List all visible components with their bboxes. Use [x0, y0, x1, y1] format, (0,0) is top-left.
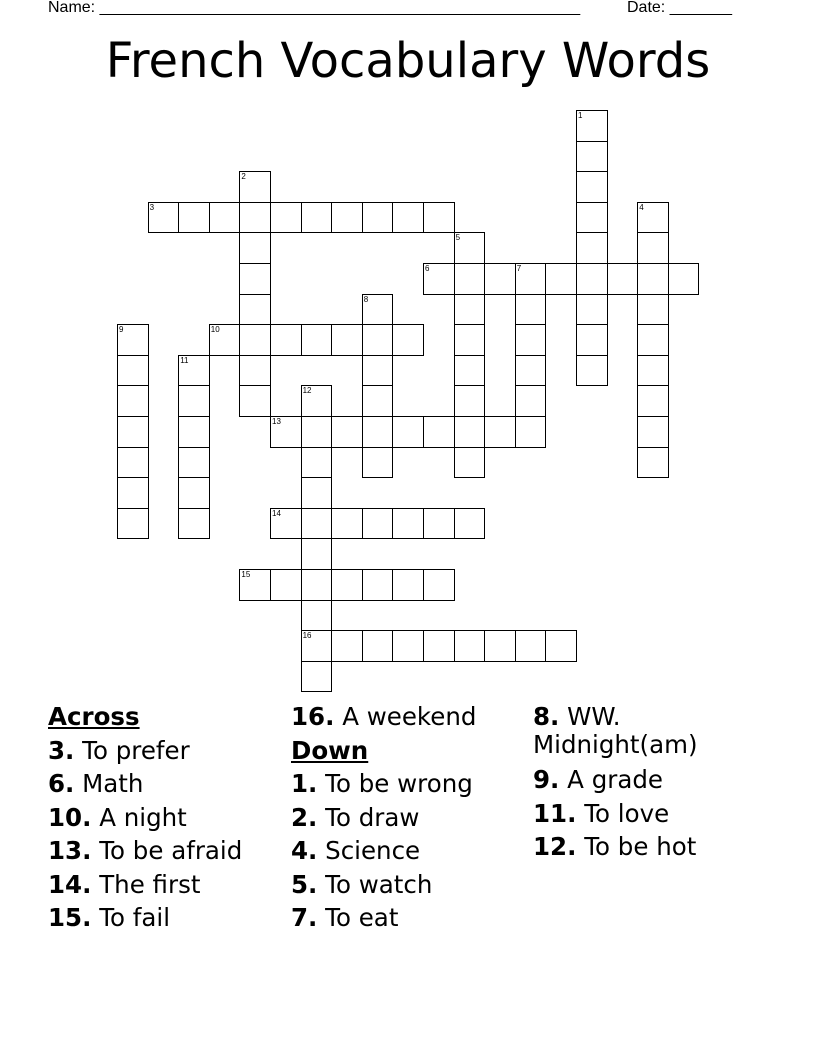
clue-number: 5	[455, 233, 461, 243]
grid-cell[interactable]	[270, 202, 302, 234]
grid-cell[interactable]	[515, 324, 547, 356]
grid-cell[interactable]	[515, 385, 547, 417]
grid-cell[interactable]	[301, 630, 333, 662]
clue-number: 12	[302, 386, 312, 396]
clue-down-4: 4. Science	[291, 836, 421, 865]
grid-cell[interactable]	[607, 263, 639, 295]
clues-column-3	[533, 700, 773, 864]
grid-cell[interactable]	[331, 508, 363, 540]
grid-cell[interactable]	[454, 232, 486, 264]
clue-number: 4	[639, 202, 644, 212]
grid-cell[interactable]	[209, 324, 241, 356]
clue-across-10: 10. A night	[48, 802, 187, 832]
grid-cell[interactable]	[178, 447, 210, 479]
grid-cell[interactable]	[362, 447, 394, 479]
grid-cell[interactable]	[239, 385, 271, 417]
grid-cell[interactable]	[637, 232, 669, 264]
grid-cell[interactable]	[362, 294, 394, 326]
grid-cell[interactable]	[423, 416, 455, 448]
grid-cell[interactable]	[454, 416, 486, 448]
grid-cell[interactable]	[576, 171, 608, 203]
grid-cell[interactable]	[637, 263, 669, 295]
grid-cell[interactable]	[239, 294, 271, 326]
clue-number: 10	[210, 325, 220, 335]
date-line: _______	[669, 0, 732, 16]
grid-cell[interactable]	[331, 569, 363, 601]
grid-cell[interactable]	[576, 355, 608, 387]
grid-cell[interactable]	[239, 263, 271, 295]
grid-cell[interactable]	[301, 508, 333, 540]
grid-cell[interactable]	[454, 508, 486, 540]
grid-cell[interactable]	[117, 385, 149, 417]
down-heading: Down	[291, 735, 369, 765]
grid-cell[interactable]	[362, 355, 394, 387]
grid-cell[interactable]	[362, 630, 394, 662]
grid-cell[interactable]	[576, 110, 608, 142]
grid-cell[interactable]	[423, 508, 455, 540]
grid-cell[interactable]	[362, 324, 394, 356]
grid-cell[interactable]	[239, 355, 271, 387]
grid-cell[interactable]	[637, 294, 669, 326]
clues-column-1	[48, 700, 242, 935]
grid-cell[interactable]	[392, 508, 424, 540]
grid-cell[interactable]	[301, 477, 333, 509]
grid-cell[interactable]	[270, 508, 302, 540]
grid-cell[interactable]	[362, 416, 394, 448]
clue-number: 2	[241, 172, 246, 182]
name-label: Name:	[48, 0, 96, 16]
clue-down-11: 11. To love	[533, 798, 670, 828]
grid-cell[interactable]	[331, 630, 363, 662]
clue-down-8: 8. WW. Midnight(am)	[533, 702, 698, 759]
grid-cell[interactable]	[301, 447, 333, 479]
clue-across-13: 13. To be afraid	[48, 836, 243, 865]
grid-cell[interactable]	[270, 569, 302, 601]
grid-cell[interactable]	[117, 416, 149, 448]
grid-cell[interactable]	[362, 202, 394, 234]
grid-cell[interactable]	[484, 416, 516, 448]
grid-cell[interactable]	[454, 447, 486, 479]
grid-cell[interactable]	[576, 263, 608, 295]
grid-cell[interactable]	[576, 202, 608, 234]
clue-down-2: 2. To draw	[291, 802, 420, 832]
clue-across-16: 16. A weekend	[291, 702, 477, 731]
clue-number: 3	[149, 202, 155, 212]
clue-across-14: 14. The first	[48, 869, 201, 899]
grid-cell[interactable]	[301, 202, 333, 234]
clue-number: 7	[516, 264, 522, 273]
clue-down-1: 1. To be wrong	[291, 769, 473, 798]
grid-cell[interactable]	[423, 569, 455, 601]
grid-cell[interactable]	[545, 630, 577, 662]
grid-cell[interactable]	[515, 263, 547, 295]
grid-cell[interactable]	[454, 630, 486, 662]
grid-cell[interactable]	[117, 355, 149, 387]
clue-down-5: 5. To watch	[291, 869, 433, 899]
clue-across-3: 3. To prefer	[48, 735, 190, 765]
grid-cell[interactable]	[454, 355, 486, 387]
page-title: French Vocabulary Words	[105, 33, 711, 89]
grid-cell[interactable]	[117, 447, 149, 479]
grid-cell[interactable]	[331, 324, 363, 356]
grid-cell[interactable]	[117, 477, 149, 509]
clue-number: 6	[425, 264, 430, 273]
clue-number: 14	[272, 508, 281, 518]
grid-cell[interactable]	[301, 569, 333, 601]
grid-cell[interactable]	[239, 202, 271, 234]
grid-cell[interactable]	[270, 416, 302, 448]
grid-cell[interactable]	[454, 294, 486, 326]
grid-cell[interactable]	[392, 202, 424, 234]
grid-cell[interactable]	[576, 141, 608, 173]
grid-cell[interactable]	[454, 324, 486, 356]
grid-cell[interactable]	[178, 477, 210, 509]
grid-cell[interactable]	[637, 385, 669, 417]
grid-cell[interactable]	[484, 263, 516, 295]
grid-cell[interactable]	[392, 416, 424, 448]
grid-cell[interactable]	[392, 324, 424, 356]
across-heading: Across	[48, 702, 140, 731]
grid-cell[interactable]	[484, 630, 516, 662]
grid-cell[interactable]	[178, 355, 210, 387]
grid-cell[interactable]	[239, 569, 271, 601]
clue-number: 11	[180, 355, 189, 365]
clue-number: 16	[302, 631, 312, 641]
date-label: Date:	[627, 0, 666, 16]
grid-cell[interactable]	[423, 263, 455, 295]
grid-cell[interactable]	[637, 324, 669, 356]
grid-cell[interactable]	[301, 385, 333, 417]
grid-cell[interactable]	[515, 355, 547, 387]
grid-cell[interactable]	[331, 416, 363, 448]
grid-cell[interactable]	[331, 202, 363, 234]
grid-cell[interactable]	[178, 416, 210, 448]
grid-cell[interactable]	[392, 630, 424, 662]
grid-cell[interactable]	[515, 416, 547, 448]
grid-cell[interactable]	[576, 324, 608, 356]
grid-cell[interactable]	[209, 202, 241, 234]
grid-cell[interactable]	[637, 447, 669, 479]
grid-cell[interactable]	[178, 385, 210, 417]
grid-cell[interactable]	[637, 202, 669, 234]
grid-cell[interactable]	[301, 600, 333, 632]
grid-cell[interactable]	[148, 202, 180, 234]
grid-cell[interactable]	[239, 171, 271, 203]
clue-across-15: 15. To fail	[48, 903, 171, 932]
name-line: ______________________________________________________	[99, 0, 581, 16]
grid-cell[interactable]	[117, 508, 149, 540]
grid-cell[interactable]	[301, 416, 333, 448]
grid-cell[interactable]	[301, 661, 333, 693]
clue-down-7: 7. To eat	[291, 903, 399, 932]
grid-cell[interactable]	[117, 324, 149, 356]
grid-cell[interactable]	[392, 569, 424, 601]
grid-cell[interactable]	[454, 263, 486, 295]
grid-cell[interactable]	[454, 385, 486, 417]
grid-cell[interactable]	[637, 416, 669, 448]
grid-cell[interactable]	[576, 232, 608, 264]
grid-cell[interactable]	[301, 538, 333, 570]
clue-number: 15	[241, 570, 251, 579]
grid-cell[interactable]	[423, 630, 455, 662]
clue-number: 8	[363, 294, 369, 304]
clues-column-2	[291, 700, 476, 935]
clue-number: 9	[119, 325, 124, 335]
grid-cell[interactable]	[270, 324, 302, 356]
grid-cell[interactable]	[362, 385, 394, 417]
grid-cell[interactable]	[239, 232, 271, 264]
grid-cell[interactable]	[545, 263, 577, 295]
grid-cell[interactable]	[178, 508, 210, 540]
grid-cell[interactable]	[362, 569, 394, 601]
clue-down-12: 12. To be hot	[533, 832, 697, 861]
grid-cell[interactable]	[239, 324, 271, 356]
clue-down-9: 9. A grade	[533, 765, 663, 794]
grid-cell[interactable]	[362, 508, 394, 540]
clue-across-6: 6. Math	[48, 769, 144, 798]
grid-cell[interactable]	[301, 324, 333, 356]
grid-cell[interactable]	[576, 294, 608, 326]
grid-cell[interactable]	[178, 202, 210, 234]
grid-cell[interactable]	[515, 294, 547, 326]
clue-number: 1	[578, 111, 583, 120]
grid-cell[interactable]	[515, 630, 547, 662]
grid-cell[interactable]	[423, 202, 455, 234]
clue-number: 13	[272, 417, 281, 426]
grid-cell[interactable]	[637, 355, 669, 387]
grid-cell[interactable]	[668, 263, 700, 295]
